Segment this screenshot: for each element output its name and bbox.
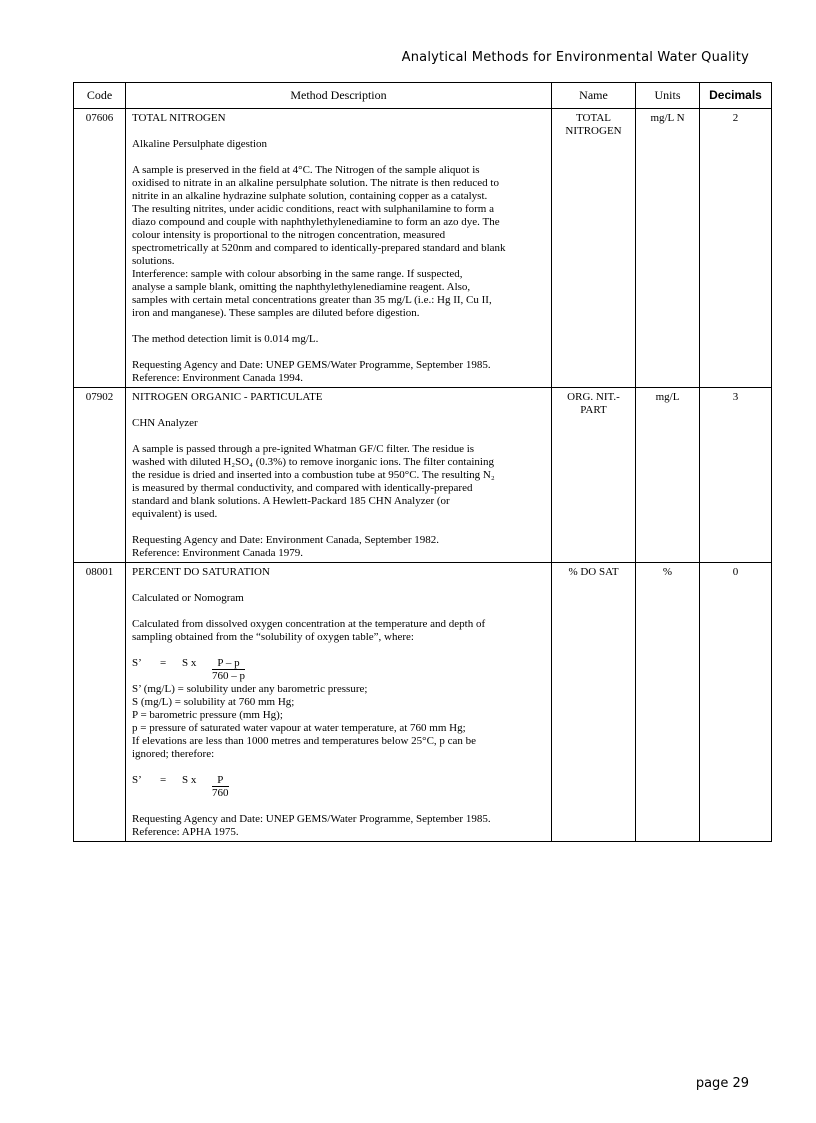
reference: Reference: Environment Canada 1994. [132,372,304,384]
detection-limit: The method detection limit is 0.014 mg/L. [132,333,319,345]
page-number: page 29 [695,1076,749,1091]
row-code: 07606 [74,109,126,388]
description-line: spectrometrically at 520nm and compared to identically-prepared standard and blank [132,242,506,254]
method-title: PERCENT DO SATURATION [132,566,270,578]
definition-line: P = barometric pressure (mm Hg); [132,709,283,721]
row-description [126,563,552,842]
name-line: ORG. NIT.- [567,391,620,403]
name-line: PART [580,404,607,416]
table-header-row [74,83,772,109]
description-line: solutions. [132,255,175,267]
row-description [126,388,552,563]
fraction-denominator: 760 – p [212,670,245,682]
reference: Reference: APHA 1975. [132,826,239,838]
row-units: % [636,563,700,842]
name-line: TOTAL [576,112,611,124]
table-row [74,563,772,842]
row-decimals: 0 [700,563,772,842]
requesting-agency: Requesting Agency and Date: Environment Canada, September 1982. [132,534,440,546]
column-header-description: Method Description [126,83,552,109]
name-line: % DO SAT [568,566,619,578]
description-line: A sample is passed through a pre-ignited Whatman GF/C filter. The residue is [132,443,475,455]
description-line: A sample is preserved in the field at 4°C. The Nitrogen of the sample aliquot is [132,164,480,176]
requesting-agency: Requesting Agency and Date: UNEP GEMS/Water Programme, September 1985. [132,359,491,371]
equation-2 [132,774,545,800]
method-type: Alkaline Persulphate digestion [132,138,268,150]
description-line: oxidised to nitrate in an alkaline persulphate solution. The nitrate is then reduced to [132,177,499,189]
requesting-agency: Requesting Agency and Date: UNEP GEMS/Water Programme, September 1985. [132,813,491,825]
description-line: diazo compound and couple with naphthylethylenediamine to form an azo dye. The [132,216,500,228]
description-line: standard and blank solutions. A Hewlett-Packard 185 CHN Analyzer (or [132,495,450,507]
column-header-name: Name [552,83,636,109]
description-line: washed with diluted H₂SO₄ (0.3%) to remove inorganic ions. The filter containing [132,456,494,468]
row-code: 07902 [74,388,126,563]
equation-1 [132,657,545,683]
methods-table [73,82,772,842]
row-decimals: 3 [700,388,772,563]
table-row [74,109,772,388]
description-line: colour intensity is proportional to the nitrogen concentration, measured [132,229,446,241]
description-line: iron and manganese). These samples are diluted before digestion. [132,307,420,319]
row-name [552,109,636,388]
method-type: Calculated or Nomogram [132,592,244,604]
row-name [552,388,636,563]
name-line: NITROGEN [565,125,622,137]
method-title: TOTAL NITROGEN [132,112,226,124]
row-name [552,563,636,842]
description-line: nitrite in an alkaline hydrazine sulphate solution, containing copper as a catalyst. [132,190,488,202]
definition-line: p = pressure of saturated water vapour at water temperature, at 760 mm Hg; [132,722,466,734]
description-line: the residue is dried and inserted into a combustion tube at 950°C. The resulting N₂ [132,469,495,481]
row-code: 08001 [74,563,126,842]
column-header-code: Code [74,83,126,109]
fraction-denominator: 760 [212,787,229,799]
row-units: mg/L [636,388,700,563]
description-line: sampling obtained from the “solubility of oxygen table”, where: [132,631,414,643]
equation-lhs: S’ [132,657,142,669]
row-description [126,109,552,388]
method-type: CHN Analyzer [132,417,198,429]
equation-fraction [212,774,229,800]
fraction-numerator: P [212,774,229,787]
equation-factor: S x [182,774,197,786]
table-row [74,388,772,563]
description-line: equivalent) is used. [132,508,218,520]
description-line: The resulting nitrites, under acidic conditions, react with sulphanilamine to form a [132,203,494,215]
definition-line: S (mg/L) = solubility at 760 mm Hg; [132,696,295,708]
description-line: samples with certain metal concentrations greater than 35 mg/L (i.e.: Hg II, Cu II, [132,294,492,306]
row-decimals: 2 [700,109,772,388]
equation-factor: S x [182,657,197,669]
equation-operator: = [160,657,167,669]
equation-operator: = [160,774,167,786]
column-header-units: Units [636,83,700,109]
reference: Reference: Environment Canada 1979. [132,547,304,559]
equation-lhs: S’ [132,774,142,786]
definition-line: S’ (mg/L) = solubility under any barometric pressure; [132,683,368,695]
definition-line: If elevations are less than 1000 metres and temperatures below 25°C, p can be [132,735,477,747]
description-line: analyse a sample blank, omitting the naphthylethylenediamine reagent. Also, [132,281,471,293]
method-title: NITROGEN ORGANIC - PARTICULATE [132,391,323,403]
description-line: Interference: sample with colour absorbing in the same range. If suspected, [132,268,463,280]
column-header-decimals: Decimals [700,83,772,109]
definition-line: ignored; therefore: [132,748,215,760]
description-line: Calculated from dissolved oxygen concentration at the temperature and depth of [132,618,486,630]
running-header: Analytical Methods for Environmental Water Quality [401,50,749,65]
description-line: is measured by thermal conductivity, and compared with identically-prepared [132,482,473,494]
equation-fraction [212,657,245,683]
row-units: mg/L N [636,109,700,388]
fraction-numerator: P – p [212,657,245,670]
